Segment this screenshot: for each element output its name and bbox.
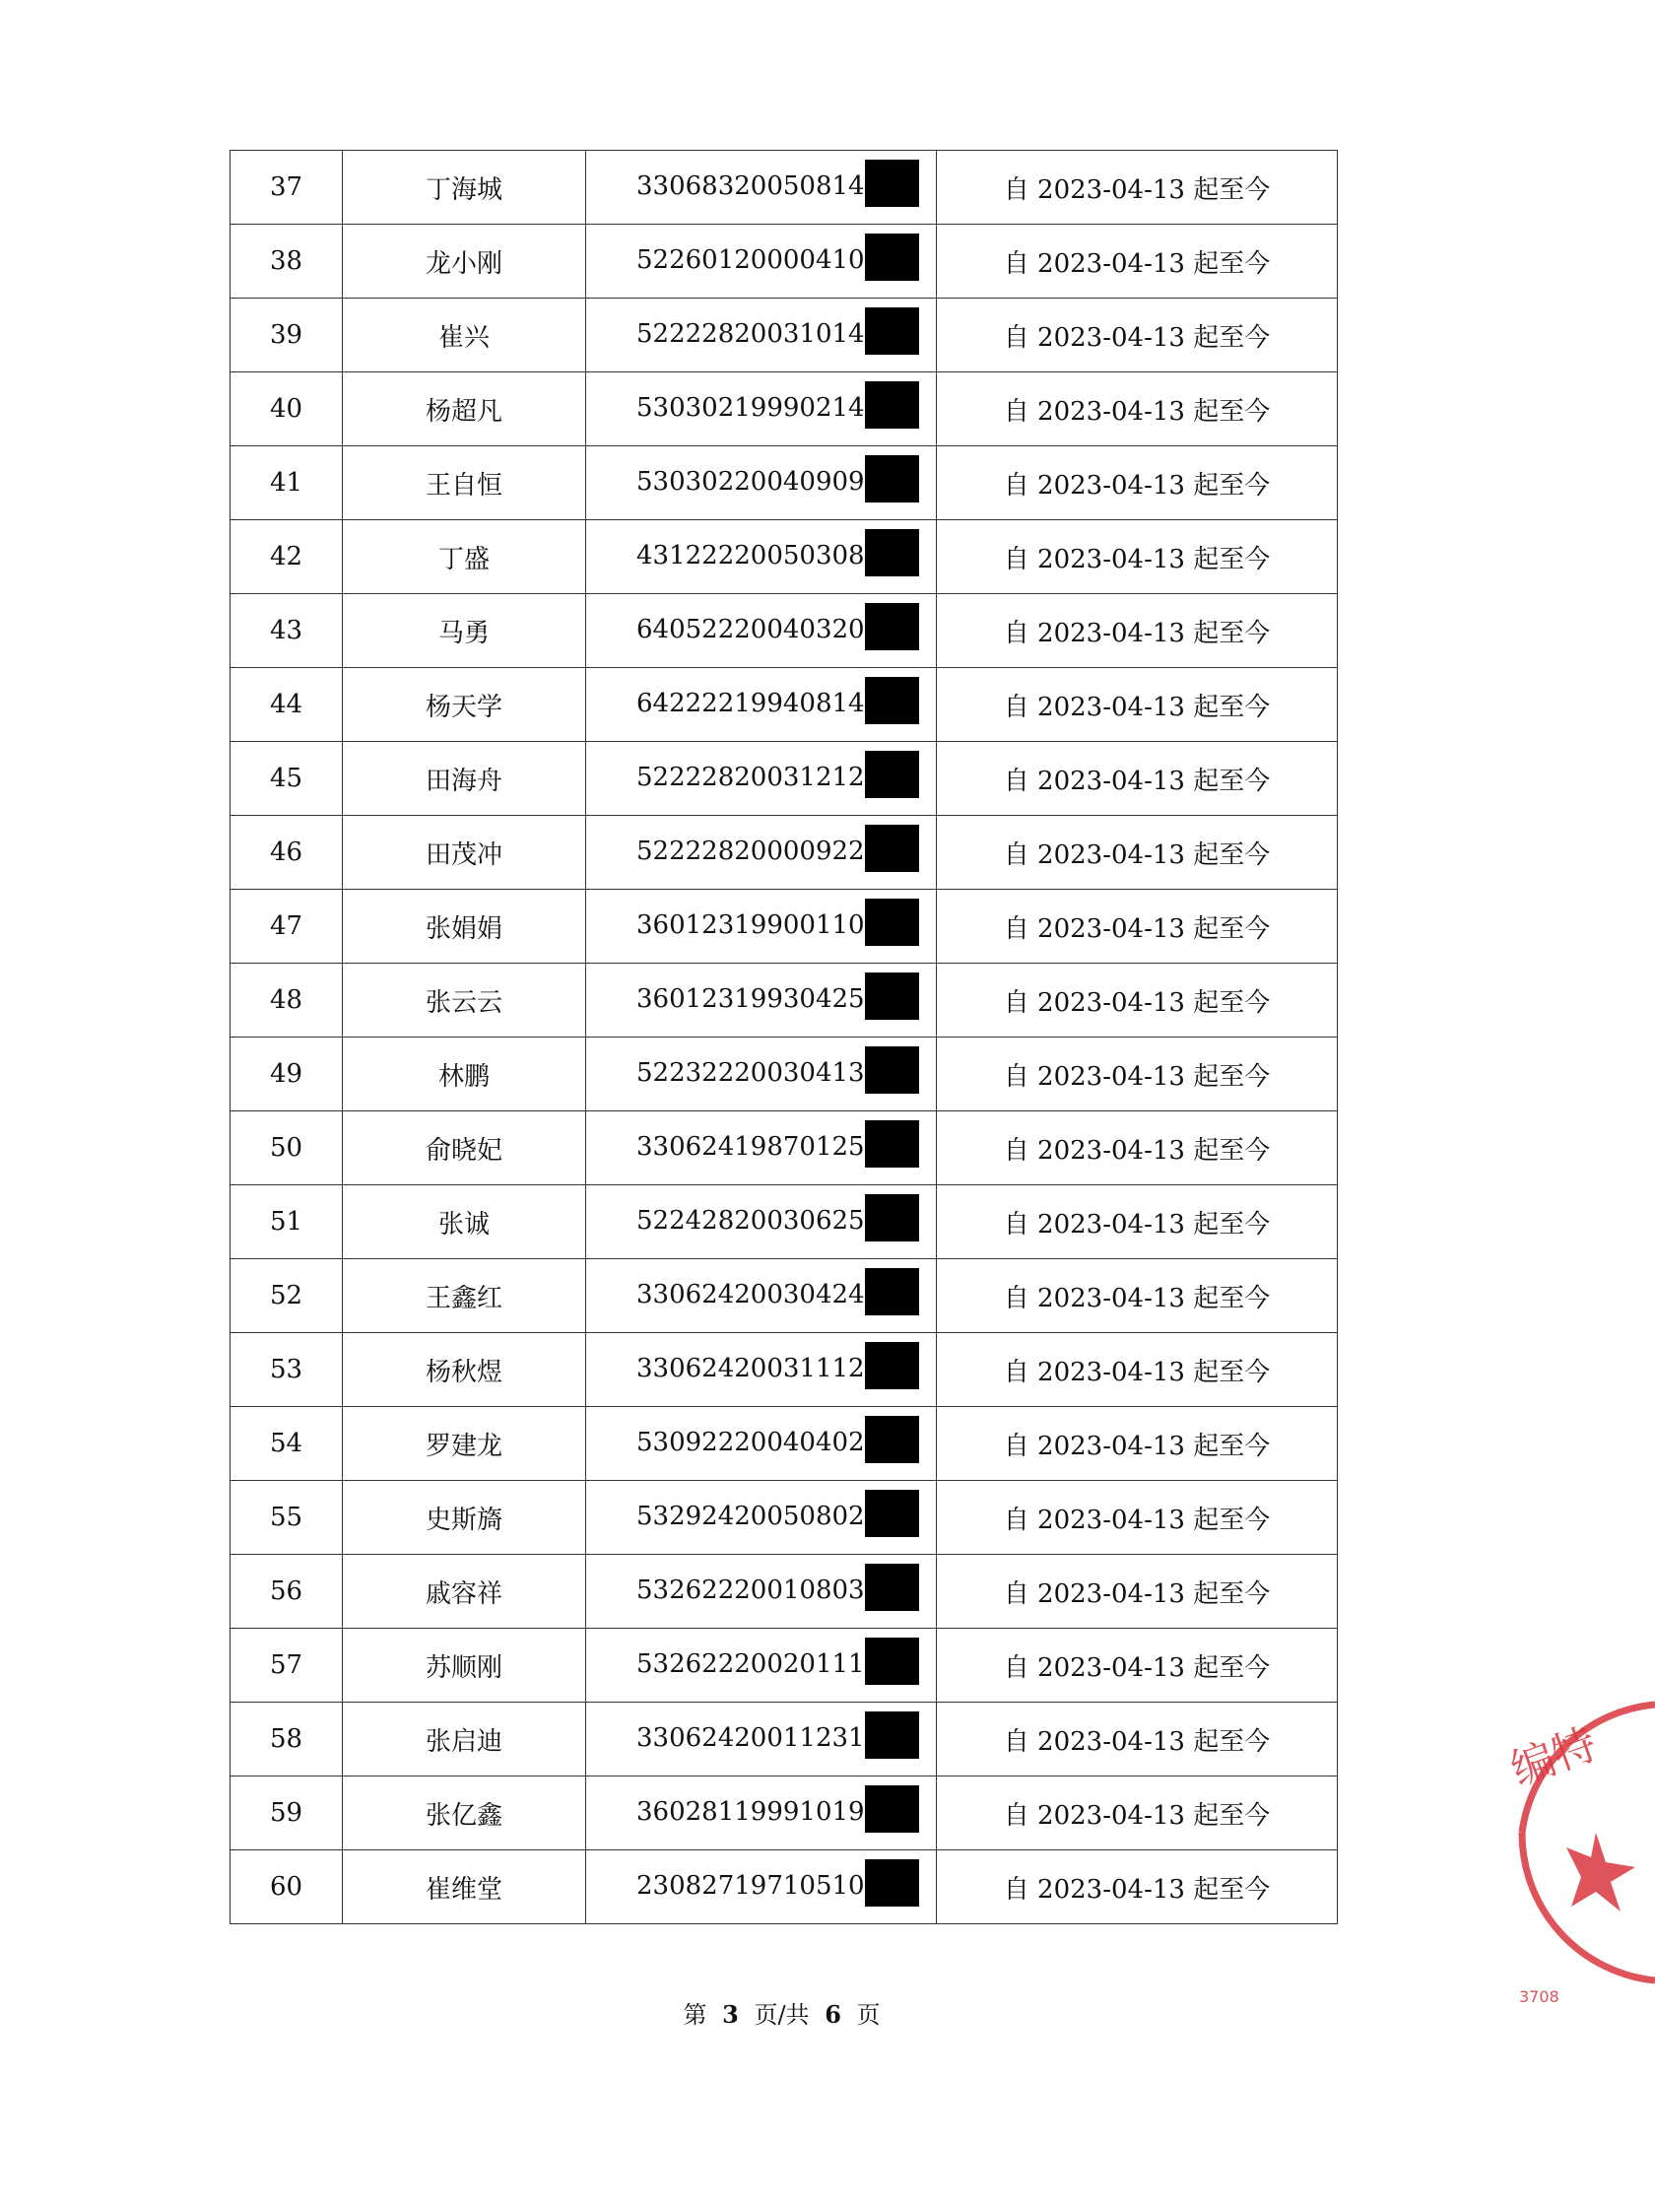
table-row (231, 742, 1338, 816)
table-row (231, 520, 1338, 594)
row-id-number: 53092220040402 (636, 1428, 865, 1457)
row-period: 自 2023-04-13 起至今 (937, 1407, 1338, 1481)
row-id-cell (586, 372, 937, 446)
redaction-box (865, 1416, 919, 1463)
row-id-cell (586, 299, 937, 372)
row-number: 38 (231, 225, 343, 299)
row-period: 自 2023-04-13 起至今 (937, 1629, 1338, 1703)
row-number: 44 (231, 668, 343, 742)
row-id-cell (586, 1111, 937, 1185)
row-id-number: 23082719710510 (636, 1871, 865, 1901)
row-name: 林鹏 (343, 1038, 586, 1111)
row-period: 自 2023-04-13 起至今 (937, 1185, 1338, 1259)
row-id-cell (586, 890, 937, 964)
row-name: 俞晓妃 (343, 1111, 586, 1185)
redaction-box (865, 1859, 919, 1907)
table-row (231, 1407, 1338, 1481)
row-id-cell (586, 1776, 937, 1850)
row-id-cell (586, 1850, 937, 1924)
row-period: 自 2023-04-13 起至今 (937, 668, 1338, 742)
row-id-cell (586, 1481, 937, 1555)
row-name: 龙小刚 (343, 225, 586, 299)
row-number: 50 (231, 1111, 343, 1185)
row-id-number: 52232220030413 (636, 1058, 865, 1088)
seal-chars: 编特 (1504, 1718, 1604, 1796)
row-name: 崔兴 (343, 299, 586, 372)
table-row (231, 668, 1338, 742)
row-period: 自 2023-04-13 起至今 (937, 1481, 1338, 1555)
row-number: 58 (231, 1703, 343, 1776)
row-number: 37 (231, 151, 343, 225)
row-name: 丁盛 (343, 520, 586, 594)
row-period: 自 2023-04-13 起至今 (937, 816, 1338, 890)
row-period: 自 2023-04-13 起至今 (937, 299, 1338, 372)
redaction-box (865, 455, 919, 503)
row-period: 自 2023-04-13 起至今 (937, 1850, 1338, 1924)
table-body (231, 151, 1338, 1924)
row-period: 自 2023-04-13 起至今 (937, 1555, 1338, 1629)
row-id-cell (586, 816, 937, 890)
row-id-number: 36028119991019 (636, 1797, 865, 1827)
table-row (231, 225, 1338, 299)
footer-middle: 页/共 (754, 2001, 810, 2029)
row-id-number: 52242820030625 (636, 1206, 865, 1236)
row-number: 55 (231, 1481, 343, 1555)
row-name: 戚容祥 (343, 1555, 586, 1629)
row-period: 自 2023-04-13 起至今 (937, 964, 1338, 1038)
row-number: 51 (231, 1185, 343, 1259)
row-number: 57 (231, 1629, 343, 1703)
row-name: 田海舟 (343, 742, 586, 816)
row-number: 48 (231, 964, 343, 1038)
row-name: 马勇 (343, 594, 586, 668)
redaction-box (865, 603, 919, 650)
table-row (231, 890, 1338, 964)
row-number: 46 (231, 816, 343, 890)
row-id-cell (586, 668, 937, 742)
table-row (231, 964, 1338, 1038)
row-id-cell (586, 1629, 937, 1703)
row-number: 41 (231, 446, 343, 520)
row-number: 60 (231, 1850, 343, 1924)
table-row (231, 1703, 1338, 1776)
row-name: 杨超凡 (343, 372, 586, 446)
redaction-box (865, 529, 919, 576)
footer-prefix: 第 (683, 2001, 707, 2029)
row-id-cell (586, 520, 937, 594)
row-period: 自 2023-04-13 起至今 (937, 225, 1338, 299)
row-id-cell (586, 151, 937, 225)
row-name: 苏顺刚 (343, 1629, 586, 1703)
row-name: 张诚 (343, 1185, 586, 1259)
row-name: 张启迪 (343, 1703, 586, 1776)
row-number: 40 (231, 372, 343, 446)
row-name: 罗建龙 (343, 1407, 586, 1481)
redaction-box (865, 972, 919, 1020)
row-number: 54 (231, 1407, 343, 1481)
redaction-box (865, 1490, 919, 1537)
row-id-cell (586, 742, 937, 816)
row-number: 52 (231, 1259, 343, 1333)
footer-total-pages: 6 (825, 2000, 841, 2029)
seal-digits: 3708 (1519, 1987, 1559, 2006)
redaction-box (865, 1120, 919, 1168)
row-id-number: 53262220020111 (636, 1649, 865, 1679)
redaction-box (865, 1711, 919, 1759)
row-name: 张亿鑫 (343, 1776, 586, 1850)
row-id-number: 33062419870125 (636, 1132, 865, 1162)
row-period: 自 2023-04-13 起至今 (937, 1703, 1338, 1776)
table-row (231, 1555, 1338, 1629)
table-row (231, 1111, 1338, 1185)
row-period: 自 2023-04-13 起至今 (937, 151, 1338, 225)
seal-star-icon (1566, 1833, 1635, 1911)
redaction-box (865, 751, 919, 798)
row-number: 42 (231, 520, 343, 594)
table-row (231, 1333, 1338, 1407)
table-row (231, 816, 1338, 890)
table-row (231, 299, 1338, 372)
row-period: 自 2023-04-13 起至今 (937, 1776, 1338, 1850)
row-period: 自 2023-04-13 起至今 (937, 520, 1338, 594)
row-period: 自 2023-04-13 起至今 (937, 1038, 1338, 1111)
row-id-number: 53292420050802 (636, 1502, 865, 1531)
redaction-box (865, 1194, 919, 1241)
row-period: 自 2023-04-13 起至今 (937, 1333, 1338, 1407)
row-name: 杨秋煜 (343, 1333, 586, 1407)
row-name: 丁海城 (343, 151, 586, 225)
redaction-box (865, 825, 919, 872)
row-period: 自 2023-04-13 起至今 (937, 890, 1338, 964)
redaction-box (865, 899, 919, 946)
row-id-number: 36012319900110 (636, 910, 865, 940)
row-number: 47 (231, 890, 343, 964)
row-id-number: 52222820000922 (636, 837, 865, 866)
redaction-box (865, 1046, 919, 1094)
redaction-box (865, 677, 919, 724)
row-name: 张云云 (343, 964, 586, 1038)
redaction-box (865, 307, 919, 355)
redaction-box (865, 1564, 919, 1611)
table-row (231, 1776, 1338, 1850)
row-id-cell (586, 446, 937, 520)
table-row (231, 1259, 1338, 1333)
footer-suffix: 页 (856, 2001, 881, 2029)
row-name: 王鑫红 (343, 1259, 586, 1333)
row-id-cell (586, 1407, 937, 1481)
footer-current-page: 3 (722, 2000, 739, 2029)
row-id-number: 64052220040320 (636, 615, 865, 644)
row-id-number: 33068320050814 (636, 171, 865, 201)
personnel-table (230, 150, 1338, 1924)
row-id-cell (586, 1259, 937, 1333)
redaction-box (865, 1785, 919, 1833)
row-id-number: 43122220050308 (636, 541, 865, 570)
row-number: 43 (231, 594, 343, 668)
row-number: 45 (231, 742, 343, 816)
row-id-number: 53030220040909 (636, 467, 865, 497)
row-id-cell (586, 1333, 937, 1407)
row-name: 史斯旖 (343, 1481, 586, 1555)
row-name: 张娟娟 (343, 890, 586, 964)
row-name: 王自恒 (343, 446, 586, 520)
row-id-cell (586, 225, 937, 299)
row-id-number: 33062420031112 (636, 1354, 865, 1383)
table-row (231, 151, 1338, 225)
row-period: 自 2023-04-13 起至今 (937, 594, 1338, 668)
page-footer (0, 1995, 1563, 2030)
row-number: 56 (231, 1555, 343, 1629)
row-id-number: 53262220010803 (636, 1575, 865, 1605)
row-id-cell (586, 1038, 937, 1111)
row-id-number: 52222820031014 (636, 319, 865, 349)
row-id-number: 53030219990214 (636, 393, 865, 423)
redaction-box (865, 234, 919, 281)
row-period: 自 2023-04-13 起至今 (937, 1111, 1338, 1185)
row-name: 田茂冲 (343, 816, 586, 890)
row-id-cell (586, 1555, 937, 1629)
redaction-box (865, 1638, 919, 1685)
row-id-cell (586, 1185, 937, 1259)
row-number: 39 (231, 299, 343, 372)
table-row (231, 1038, 1338, 1111)
row-id-number: 36012319930425 (636, 984, 865, 1014)
row-period: 自 2023-04-13 起至今 (937, 372, 1338, 446)
table-row (231, 594, 1338, 668)
table-row (231, 1481, 1338, 1555)
redaction-box (865, 1342, 919, 1389)
redaction-box (865, 381, 919, 429)
row-id-number: 52222820031212 (636, 763, 865, 792)
table-row (231, 1850, 1338, 1924)
row-id-number: 33062420030424 (636, 1280, 865, 1309)
row-number: 59 (231, 1776, 343, 1850)
row-name: 崔维堂 (343, 1850, 586, 1924)
redaction-box (865, 160, 919, 207)
redaction-box (865, 1268, 919, 1315)
row-number: 49 (231, 1038, 343, 1111)
row-number: 53 (231, 1333, 343, 1407)
row-id-number: 64222219940814 (636, 689, 865, 718)
row-id-cell (586, 1703, 937, 1776)
official-seal-stamp (1497, 1685, 1655, 2020)
row-id-number: 52260120000410 (636, 245, 865, 275)
table-row (231, 1629, 1338, 1703)
table-row (231, 372, 1338, 446)
table-row (231, 446, 1338, 520)
row-id-cell (586, 594, 937, 668)
row-period: 自 2023-04-13 起至今 (937, 742, 1338, 816)
row-name: 杨天学 (343, 668, 586, 742)
row-id-cell (586, 964, 937, 1038)
row-period: 自 2023-04-13 起至今 (937, 1259, 1338, 1333)
table-row (231, 1185, 1338, 1259)
row-id-number: 33062420011231 (636, 1723, 865, 1753)
row-period: 自 2023-04-13 起至今 (937, 446, 1338, 520)
